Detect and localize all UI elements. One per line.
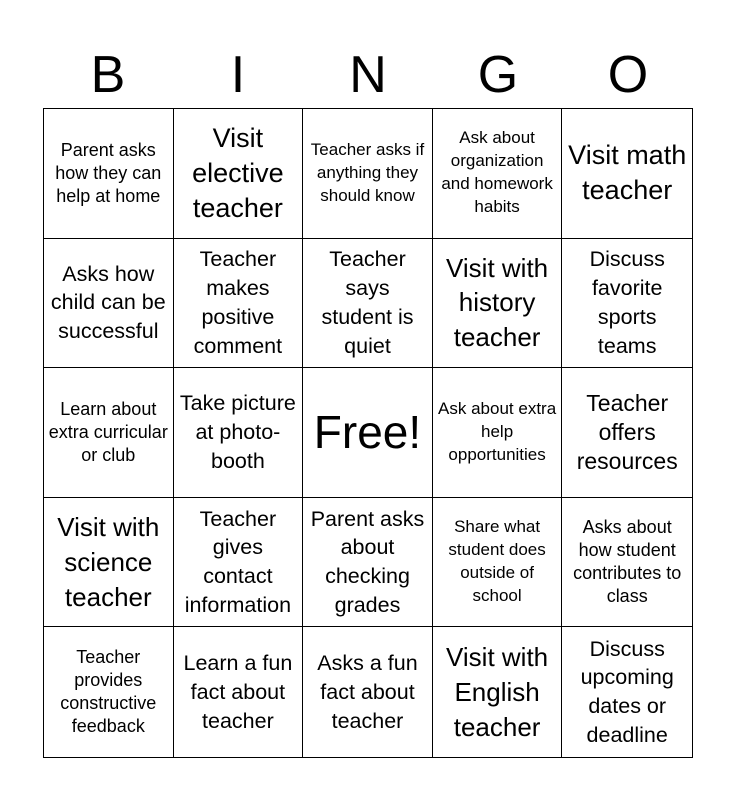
- bingo-cell-r5c2[interactable]: [174, 627, 304, 757]
- bingo-cell-r5c3[interactable]: [303, 627, 433, 757]
- bingo-cell-r1c3[interactable]: [303, 109, 433, 239]
- cell-text: Learn about extra curricular or club: [48, 399, 168, 465]
- bingo-cell-r5c4[interactable]: [433, 627, 563, 757]
- header-letter-g: G: [477, 46, 519, 104]
- bingo-cell-r3c5[interactable]: [562, 368, 692, 498]
- bingo-cell-r5c5[interactable]: [562, 627, 692, 757]
- bingo-cell-r5c1[interactable]: [44, 627, 174, 757]
- cell-text: Take picture at photo-booth: [179, 391, 296, 473]
- cell-text: Ask about organization and homework habits: [441, 128, 553, 217]
- free-space: Free!: [313, 406, 422, 459]
- bingo-cell-r4c1[interactable]: [44, 498, 174, 628]
- cell-text: Asks how child can be successful: [50, 261, 166, 344]
- cell-text: Ask about extra help opportunities: [438, 399, 557, 464]
- bingo-header: [43, 40, 693, 108]
- cell-text: Teacher gives contact information: [184, 506, 292, 617]
- bingo-cell-r4c2[interactable]: [174, 498, 304, 628]
- header-letter-n: N: [349, 46, 387, 104]
- cell-text: Share what student does outside of school: [448, 517, 546, 606]
- bingo-cell-r3c3[interactable]: [303, 368, 433, 498]
- cell-text: Visit elective teacher: [192, 122, 284, 223]
- cell-text: Teacher makes positive comment: [193, 247, 283, 358]
- bingo-cell-r1c2[interactable]: [174, 109, 304, 239]
- cell-text: Teacher says student is quiet: [321, 247, 414, 358]
- cell-text: Visit with history teacher: [446, 252, 549, 353]
- cell-text: Teacher offers resources: [576, 389, 678, 475]
- cell-text: Teacher provides constructive feedback: [60, 647, 157, 737]
- cell-text: Teacher asks if anything they should know: [310, 139, 425, 205]
- header-letter-o: O: [607, 46, 649, 104]
- bingo-cell-r3c4[interactable]: [433, 368, 563, 498]
- bingo-cell-r1c5[interactable]: [562, 109, 692, 239]
- bingo-cell-r3c2[interactable]: [174, 368, 304, 498]
- bingo-board: [43, 108, 693, 758]
- cell-text: Parent asks how they can help at home: [55, 140, 162, 206]
- bingo-cell-r1c4[interactable]: [433, 109, 563, 239]
- header-letter-b: B: [90, 46, 126, 104]
- bingo-cell-r3c1[interactable]: [44, 368, 174, 498]
- bingo-cell-r2c4[interactable]: [433, 239, 563, 369]
- cell-text: Visit with science teacher: [57, 511, 160, 612]
- bingo-cell-r4c3[interactable]: [303, 498, 433, 628]
- cell-text: Discuss favorite sports teams: [589, 247, 665, 358]
- bingo-cell-r2c1[interactable]: [44, 239, 174, 369]
- cell-text: Visit with English teacher: [446, 641, 549, 742]
- cell-text: Asks about how student contributes to class: [573, 517, 682, 606]
- bingo-cell-r2c5[interactable]: [562, 239, 692, 369]
- cell-text: Visit math teacher: [568, 140, 687, 206]
- bingo-cell-r1c1[interactable]: [44, 109, 174, 239]
- bingo-cell-r4c5[interactable]: [562, 498, 692, 628]
- cell-text: Learn a fun fact about teacher: [183, 651, 293, 733]
- cell-text: Parent asks about checking grades: [310, 506, 425, 617]
- bingo-cell-r2c2[interactable]: [174, 239, 304, 369]
- bingo-cell-r4c4[interactable]: [433, 498, 563, 628]
- cell-text: Asks a fun fact about teacher: [317, 651, 418, 733]
- header-letter-i: I: [230, 46, 246, 104]
- cell-text: Discuss upcoming dates or deadline: [580, 636, 674, 747]
- bingo-cell-r2c3[interactable]: [303, 239, 433, 369]
